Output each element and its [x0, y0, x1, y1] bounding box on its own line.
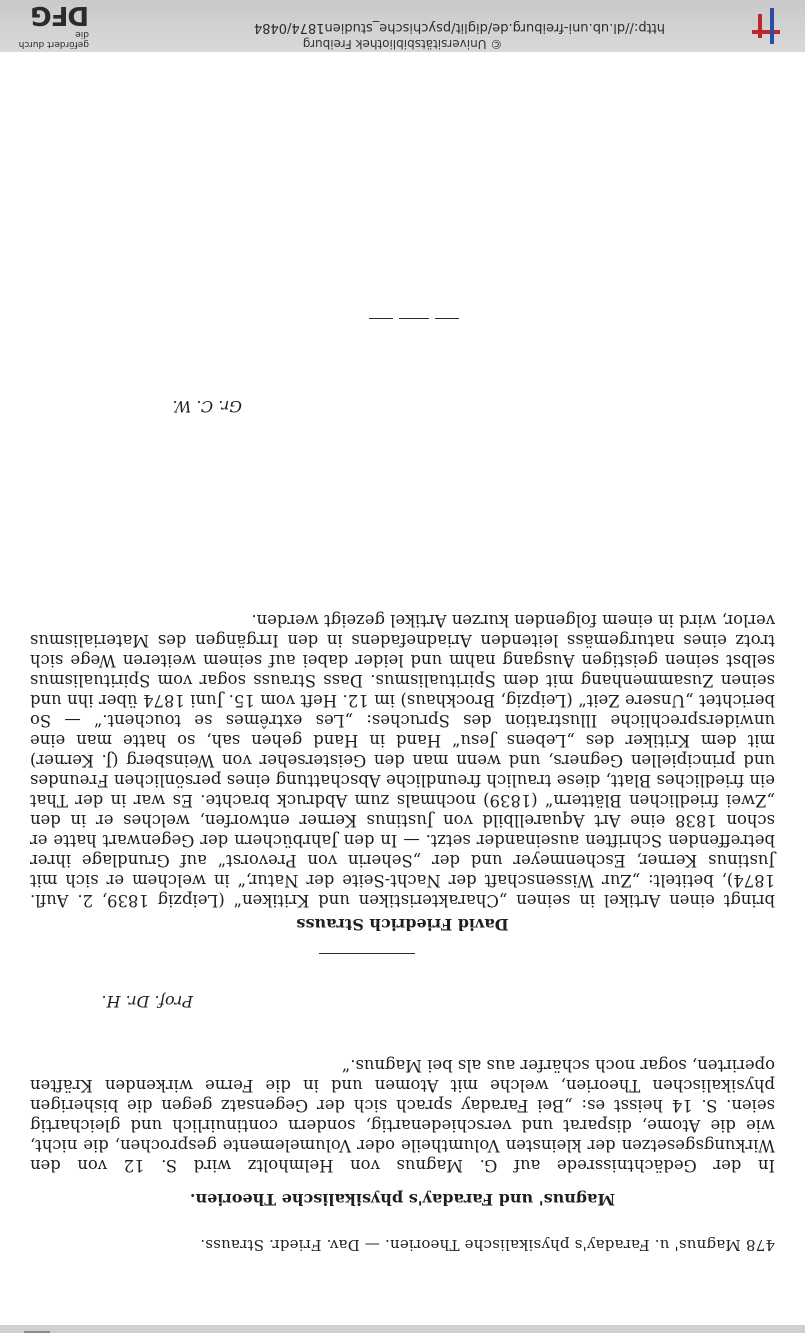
- running-head: 478 Magnus' u. Faraday's physikalische Theorien. — Dav. Friedr. Strauss.: [200, 1236, 775, 1254]
- article-body-magnus-faraday: In der Gedächtnissrede auf G. Magnus von Helmholtz wird S. 12 von den Wirkungsgesetzen der kleinsten Volumtheile oder Volumelemente gesprochen, die nicht, wie die Atome, disparat und verschiedenartig, sondern continuirlich und gleichartig seien. S. 14 heisst es: „Bei Faraday sprach sich der Gegensatz gegen die bisherigen physikalischen Theorien, welche mit Atomen und in die Ferne wirkenden Kräften operirten, sogar noch schärfer aus als bei Magnus.“: [30, 1056, 775, 1175]
- copyright-notice: © Universitätsbibliothek Freiburg: [302, 37, 503, 51]
- end-divider-center: [399, 318, 429, 319]
- article-heading-strauss: David Friedrich Strauss: [296, 915, 509, 934]
- article-heading-magnus-faraday: Magnus' und Faraday's physikalische Theorien.: [189, 1190, 616, 1209]
- article-body-strauss: bringt einen Artikel in seinen „Charakteristiken und Kritiken“ (Leipzig 1839, 2. Aufl. 1874), betitelt: „Zur Wissenschaft der Nacht-Seite der Natur,“ in welchem er sich mit Justinus Kerner, Eschenmeyer und der „Seherin von Prevorst“ auf Grundlage ihrer betreffenden Schriften auseinander setzt. — In den Jahrbüchern der Gegenwart hatte er schon 1838 eine Art Aquarellbild von Justinus Kerner entworfen, welches er in den „Zwei friedlichen Blättern“ (1839) nochmals zum Abdruck brachte. Es war in der That ein friedliches Blatt, diese traulich freundliche Abschattung eines persönlichen Freundes und principiellen Gegners, und wenn man den Geisterseher von Weinsberg (J. Kerner) mit dem Kritiker des „Lebens Jesu“ Hand in Hand gehen sah, so hatte man eine unwidersprechliche Illustration des Spruches: „Les extrêmes se touchent.“ — So berichtet „Unsere Zeit“ (Leipzig, Brockhaus) im 12. Heft vom 15. Juni 1874 über ihn und seinen Zusammenhang mit dem Spiritualismus. Dass Strauss sogar vom Spiritualismus selbst seinen geistigen Ausgang nahm und leider dabei auf seinem weiteren Wege sich trotz eines naturgemäss leitenden Ariadnefadens in den Irrgängen des Materialismus verlor, wird in einem folgenden kurzen Artikel gezeigt werden.: [30, 611, 775, 910]
- dfg-logo[interactable]: [7, 0, 89, 49]
- signature-prof-dr-h: Prof. Dr. H.: [101, 992, 193, 1011]
- dfg-sub-label: gefördert durch die: [18, 29, 89, 49]
- permalink-url[interactable]: http://dl.ub.uni-freiburg.de/diglit/psychische_studien1874/0484: [253, 20, 665, 35]
- end-divider-right: [369, 318, 393, 319]
- dfg-logo-text: DFG: [31, 0, 89, 30]
- signature-gr-c-w: Gr. C. W.: [172, 397, 242, 416]
- section-divider: [319, 953, 415, 954]
- end-divider-left: [435, 318, 459, 319]
- ub-freiburg-logo-icon[interactable]: [749, 8, 783, 44]
- viewer-footer-bar: [0, 0, 805, 52]
